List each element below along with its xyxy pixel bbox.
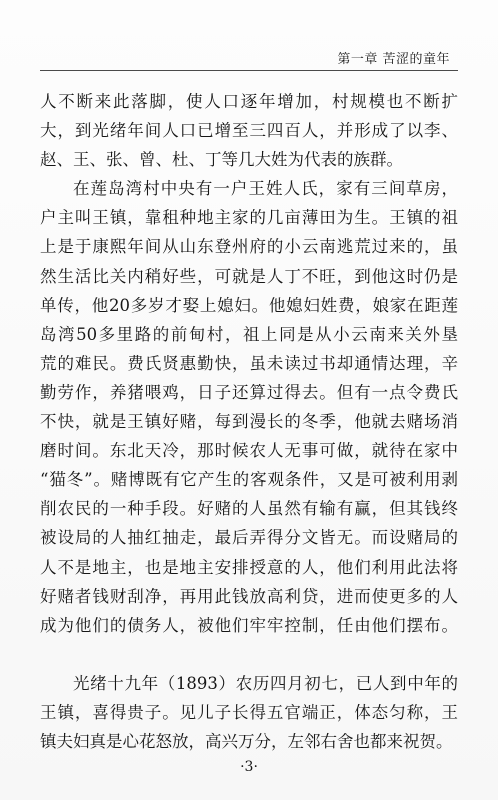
- text-line: 不快，就是王镇好赌，每到漫长的冬季，他就去赌场消: [40, 412, 458, 432]
- text-line: 大，到光绪年间人口已增至三四百人，并形成了以李、: [40, 121, 458, 141]
- text-line: 人不断来此落脚，使人口逐年增加，村规模也不断扩: [40, 92, 458, 111]
- text-line: [40, 640, 458, 669]
- text-line: 勤劳作，养猪喂鸡，日子还算过得去。但有一点令费氏: [40, 382, 458, 402]
- text-line: 好赌者钱财刮净，再用此钱放高利贷，进而使更多的人: [40, 586, 458, 606]
- text-line: 上是于康熙年间从山东登州府的小云南逃荒过来的，虽: [40, 237, 458, 257]
- text-line: 被设局的人抽红抽走，最后弄得分文皆无。而设赌局的: [40, 528, 458, 548]
- text-line: 单传，他20多岁才娶上媳妇。他媳妇姓费，娘家在距莲: [40, 295, 458, 315]
- text-line: “猫冬”。赌博既有它产生的客观条件，又是可被利用剥: [40, 470, 458, 490]
- header-rule: [40, 70, 458, 71]
- text-line: 磨时间。东北天冷，那时候农人无事可做，就待在家中: [40, 441, 458, 461]
- text-line: 荒的难民。费氏贤惠勤快，虽未读过书却通情达理，辛: [40, 353, 458, 373]
- page-number: ·3·: [240, 759, 258, 775]
- text-line: 户主叫王镇，靠租种地主家的几亩薄田为生。王镇的祖: [40, 208, 458, 228]
- running-header: 第一章 苦涩的童年: [337, 52, 450, 67]
- text-line: 岛湾50多里路的前甸村，祖上同是从小云南来关外垦: [40, 324, 458, 344]
- text-line: 成为他们的债务人，被他们牢牢控制，任由他们摆布。: [40, 615, 458, 635]
- text-line: 在莲岛湾村中央有一户王姓人氏，家有三间草房，: [73, 179, 458, 199]
- text-line: 光绪十九年（1893）农历四月初七，已人到中年的: [73, 673, 458, 693]
- body-text: [40, 87, 458, 756]
- text-line: 然生活比关内稍好些，可就是人丁不旺，到他这时仍是: [40, 266, 458, 286]
- text-line: 人不是地主，也是地主安排授意的人，他们利用此法将: [40, 557, 458, 577]
- text-line: 镇夫妇真是心花怒放，高兴万分，左邻右舍也都来祝贺。: [40, 732, 453, 752]
- text-line: 赵、王、张、曾、杜、丁等几大姓为代表的族群。: [40, 150, 403, 170]
- text-line: 削农民的一种手段。好赌的人虽然有输有赢，但其钱终: [40, 499, 458, 519]
- text-line: 王镇，喜得贵子。见儿子长得五官端正，体态匀称，王: [40, 702, 458, 722]
